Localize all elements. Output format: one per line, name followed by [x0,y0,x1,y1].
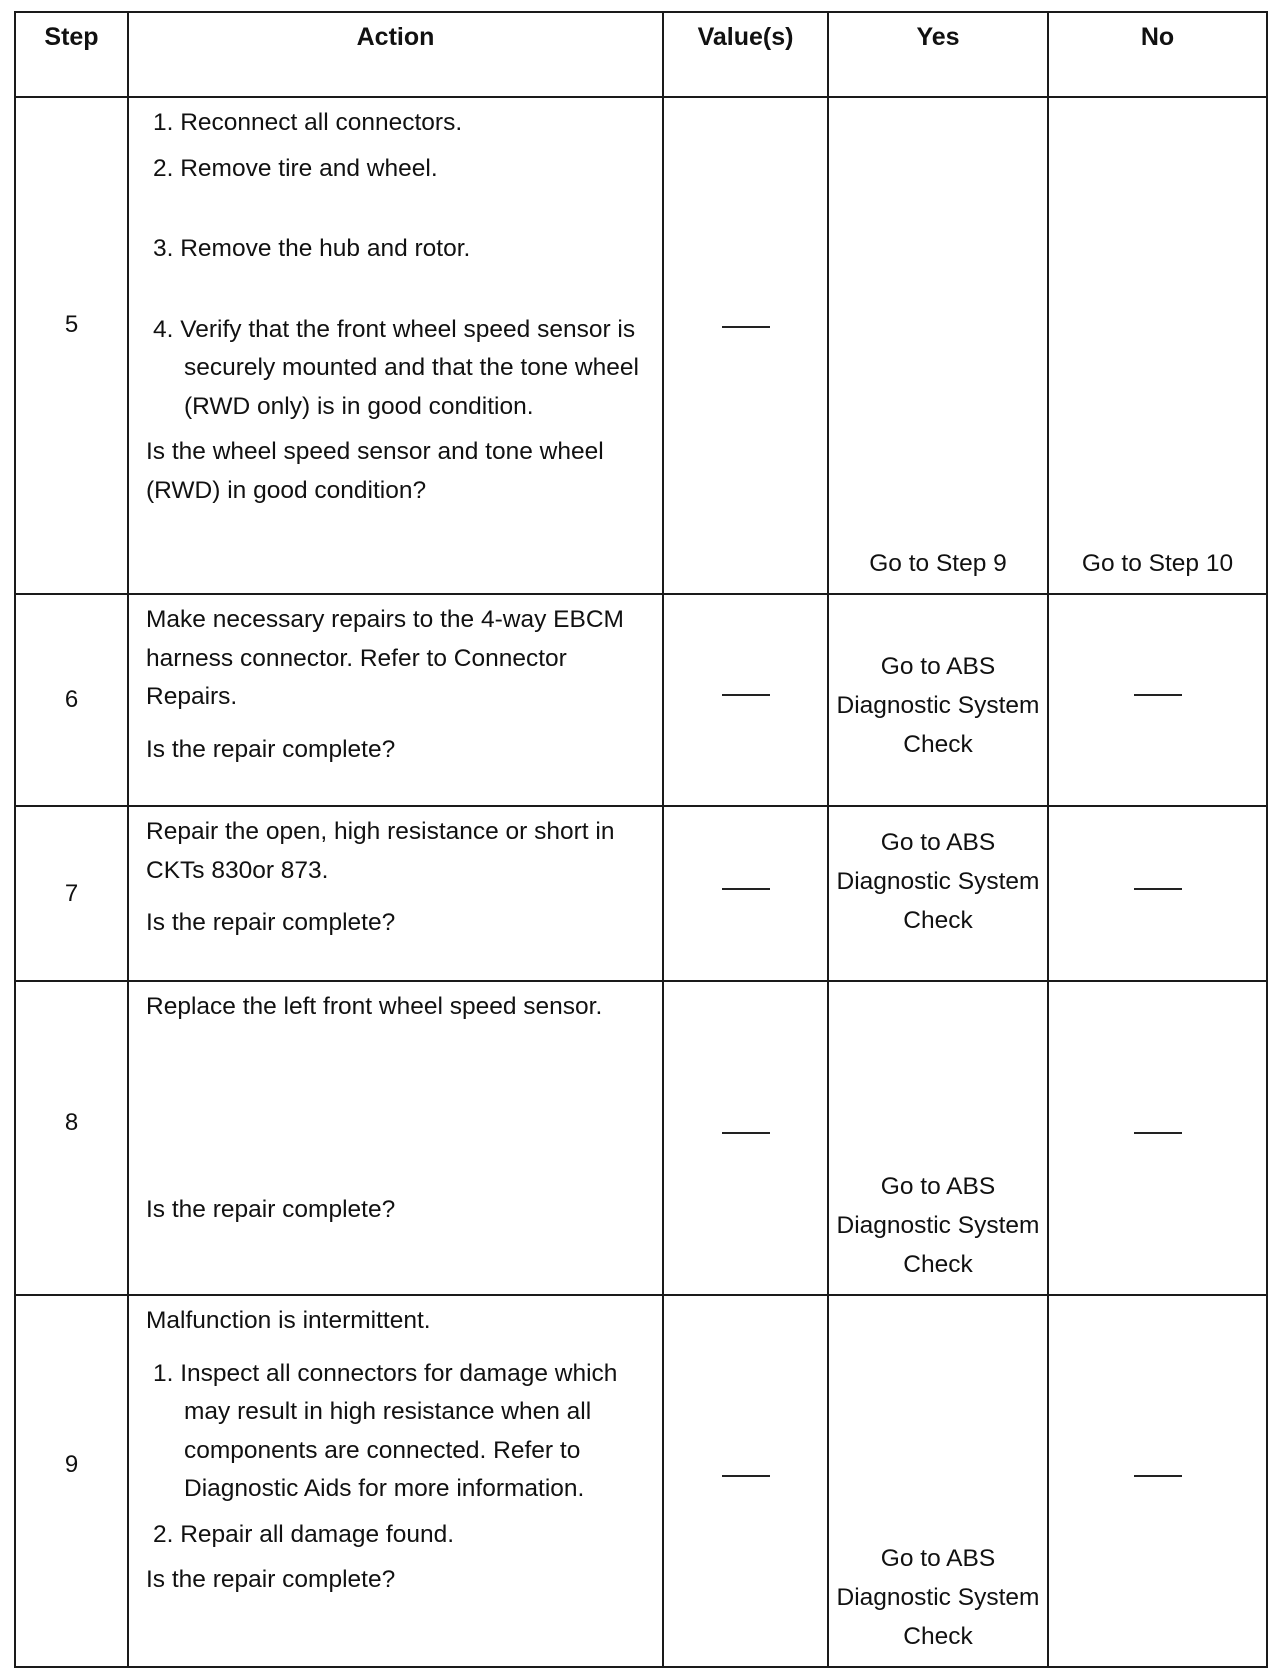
values-cell [663,594,828,806]
values-cell [663,806,828,981]
no-cell [1048,1295,1267,1667]
step-number: 7 [15,806,128,981]
empty-dash [1134,888,1182,890]
action-question: Is the repair complete? [146,1195,396,1223]
action-cell [128,981,663,1295]
header-yes: Yes [828,12,1048,97]
action-line: Replace the left front wheel speed sensor. [146,993,603,1020]
action-line: 1. Reconnect all connectors. [153,109,463,136]
header-row [15,12,1267,97]
action-cell [128,594,663,806]
empty-dash [1134,1475,1182,1477]
empty-dash [722,888,770,890]
empty-dash [1134,1132,1182,1134]
action-line: Malfunction is intermittent. [146,1307,431,1334]
values-cell [663,97,828,594]
yes-cell: Go to ABS Diagnostic System Check [828,594,1048,806]
step-number: 5 [15,97,128,594]
action-cell [128,1295,663,1667]
table-row [15,1295,1267,1667]
action-line: 1. Inspect all connectors for damage which may result in high resistance when all components are connected. Refer to Diagnostic Aids for more information. [153,1359,618,1502]
no-cell: Go to Step 10 [1048,97,1267,594]
no-cell [1048,806,1267,981]
action-question: Is the repair complete? [146,1566,396,1593]
empty-dash [722,326,770,328]
no-cell [1048,981,1267,1295]
action-question: Is the repair complete? [146,909,396,936]
header-step: Step [15,12,128,97]
step-number: 8 [15,981,128,1295]
values-cell [663,1295,828,1667]
action-line: Make necessary repairs to the 4-way EBCM harness connector. Refer to Connector Repairs. [146,606,624,710]
values-cell [663,981,828,1295]
header-values: Value(s) [663,12,828,97]
header-action: Action [128,12,663,97]
action-line: Repair the open, high resistance or short in CKTs 830or 873. [146,818,615,884]
action-question: Is the repair complete? [146,735,396,763]
no-cell [1048,594,1267,806]
yes-cell: Go to ABS Diagnostic System Check [828,981,1048,1295]
yes-cell: Go to Step 9 [828,97,1048,594]
step-number: 6 [15,594,128,806]
table-row [15,97,1267,594]
action-question: Is the wheel speed sensor and tone wheel (RWD) in good condition? [146,438,604,504]
empty-dash [722,694,770,696]
action-line: 3. Remove the hub and rotor. [153,235,471,262]
empty-dash [1134,694,1182,696]
table-row [15,806,1267,981]
table-row [15,981,1267,1295]
action-cell [128,806,663,981]
action-line: 2. Repair all damage found. [153,1520,454,1548]
table-row [15,594,1267,806]
empty-dash [722,1132,770,1134]
action-line: 4. Verify that the front wheel speed sensor is securely mounted and that the tone wheel (RWD only) is in good condition. [153,315,639,420]
empty-dash [722,1475,770,1477]
diagnostic-table [14,11,1268,1668]
yes-cell: Go to ABS Diagnostic System Check [828,1295,1048,1667]
yes-cell: Go to ABS Diagnostic System Check [828,806,1048,981]
header-no: No [1048,12,1267,97]
action-line: 2. Remove tire and wheel. [153,154,438,182]
action-cell [128,97,663,594]
step-number: 9 [15,1295,128,1667]
